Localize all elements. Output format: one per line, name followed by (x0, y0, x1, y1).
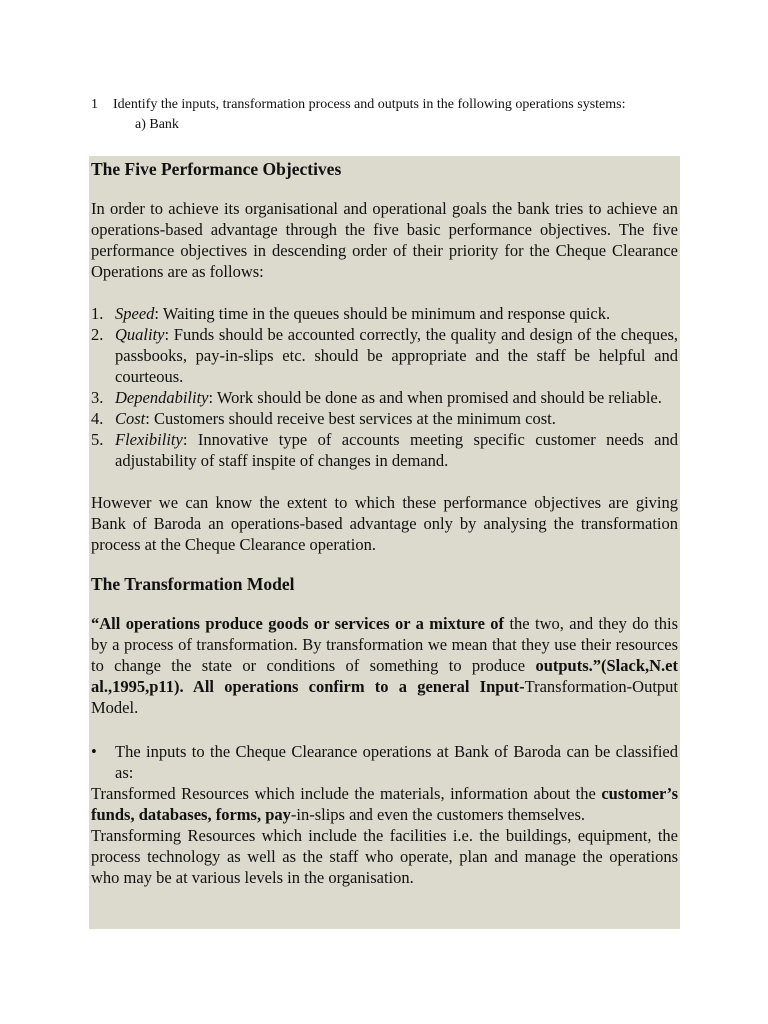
question (91, 95, 625, 135)
transformed-bold: customer’s funds, databases, forms, pay (91, 784, 678, 824)
bullet-icon: • (91, 742, 97, 761)
question-line (91, 95, 625, 115)
item-term: Dependability (115, 388, 209, 407)
item-text: : Work should be done as and when promised and should be reliable. (208, 388, 662, 407)
item-number: 4. (91, 409, 104, 428)
bullet-text: The inputs to the Cheque Clearance operations at Bank of Baroda can be classified as: (115, 742, 678, 782)
item-text: : Innovative type of accounts meeting specific customer needs and adjustability of staff inspite of changes in demand. (115, 430, 678, 470)
list-item (91, 303, 678, 324)
citation-bold: outputs.”(Slack,N.et al.,1995,p11). All operations confirm to a general Input- (91, 656, 678, 696)
quote-text: the two, and they do this by a process of transformation. By transformation we mean that they use their resources to change the state or conditions of something to produce (91, 614, 679, 675)
item-term: Speed (115, 304, 155, 323)
item-number: 1. (91, 304, 104, 323)
item-term: Cost (115, 409, 146, 428)
transformed-tail: -in-slips and even the customers themselves. (290, 805, 586, 824)
quote-paragraph (91, 613, 678, 718)
document-body (91, 157, 678, 888)
transformed-text: Transformed Resources which include the materials, information about the (91, 784, 602, 803)
quote-tail: Transformation-Output Model. (91, 677, 678, 717)
heading-performance-objectives: The Five Performance Objectives (91, 159, 342, 179)
item-number: 5. (91, 430, 104, 449)
item-number: 3. (91, 388, 104, 407)
question-number: 1 (91, 97, 98, 112)
item-text: : Funds should be accounted correctly, the quality and design of the cheques, passbooks, pay-in-slips etc. should be appropriate and the staff be helpful and courteous. (115, 325, 678, 386)
question-text: Identify the inputs, transformation process and outputs in the following operations systems: (113, 97, 626, 112)
transformed-resources-paragraph (91, 783, 678, 825)
bullet-item (91, 741, 678, 783)
item-term: Quality (115, 325, 165, 344)
objectives-list (91, 303, 678, 471)
list-item (91, 387, 678, 408)
item-text: : Customers should receive best services at the minimum cost. (145, 409, 556, 428)
question-subpart: a) Bank (135, 117, 179, 132)
quote-bold: “All operations produce goods or services or a mixture of (91, 614, 505, 633)
heading-transformation-model: The Transformation Model (91, 574, 295, 594)
intro-paragraph: In order to achieve its organisational and operational goals the bank tries to achieve an operations-based advantage through the five basic performance objectives. The five performance objectives in descending order of their priority for the Cheque Clearance Operations are as follows: (91, 199, 678, 281)
list-item (91, 324, 678, 387)
list-item (91, 408, 678, 429)
item-text: : Waiting time in the queues should be minimum and response quick. (154, 304, 611, 323)
transforming-resources-paragraph: Transforming Resources which include the facilities i.e. the buildings, equipment, the process technology as well as the staff who operate, plan and manage the operations who may be at various levels in the organisation. (91, 826, 678, 887)
item-number: 2. (91, 325, 104, 344)
conclusion-paragraph: However we can know the extent to which these performance objectives are giving Bank of Baroda an operations-based advantage only by analysing the transformation process at the Cheque Clearance operation. (91, 493, 678, 554)
item-term: Flexibility (115, 430, 183, 449)
list-item (91, 429, 678, 471)
